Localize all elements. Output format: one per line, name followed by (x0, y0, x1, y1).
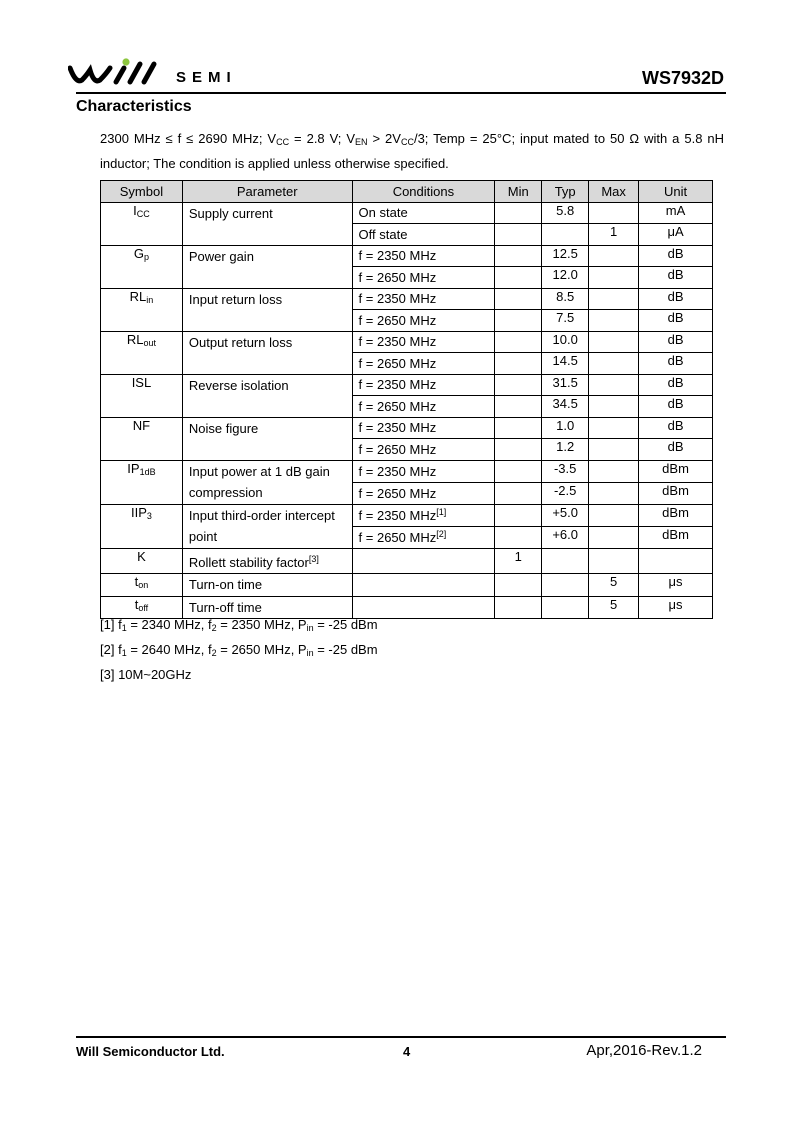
footer-company: Will Semiconductor Ltd. (76, 1044, 225, 1059)
parameter-cell: Power gain (182, 245, 352, 288)
max-cell (589, 374, 639, 396)
min-cell (495, 202, 542, 224)
column-header-min: Min (495, 181, 542, 203)
parameter-cell: Input power at 1 dB gain compression (182, 460, 352, 504)
conditions-cell: f = 2650 MHz (352, 396, 495, 418)
max-cell (589, 202, 639, 224)
unit-cell: mA (639, 202, 713, 224)
min-cell (495, 310, 542, 332)
unit-cell: dBm (639, 460, 713, 482)
min-cell (495, 574, 542, 597)
max-cell (589, 460, 639, 482)
test-conditions: 2300 MHz ≤ f ≤ 2690 MHz; $V_{CC} = 2.8$ V; $V_{EN} > 2V_{CC}/3$; Temp = 25°C; input mated to 50 Ω with a 5.8 nH inductor; The condition is applied unless otherwise specified. (100, 131, 724, 171)
typ-cell: 1.0 (542, 417, 589, 439)
column-header-max: Max (589, 181, 639, 203)
typ-cell: 12.0 (542, 267, 589, 289)
typ-cell (542, 548, 589, 574)
table-row (101, 504, 713, 526)
symbol-cell: $RL_{in}$ (101, 288, 183, 331)
max-cell: 1 (589, 224, 639, 246)
symbol-cell: $I_{CC}$ (101, 202, 183, 245)
table-row (101, 460, 713, 482)
typ-cell: 7.5 (542, 310, 589, 332)
conditions-cell: f = 2350 MHz (352, 288, 495, 310)
unit-cell: dB (639, 310, 713, 332)
table-body (101, 202, 713, 619)
unit-cell: μs (639, 596, 713, 619)
symbol-cell: $t_{on}$ (101, 574, 183, 597)
max-cell (589, 482, 639, 504)
unit-cell: dB (639, 439, 713, 461)
typ-cell: 8.5 (542, 288, 589, 310)
parameter-cell: Input third-order intercept point (182, 504, 352, 548)
min-cell (495, 596, 542, 619)
unit-cell: dB (639, 374, 713, 396)
typ-cell: -3.5 (542, 460, 589, 482)
max-cell (589, 245, 639, 267)
table-header-row (101, 181, 713, 203)
min-cell (495, 417, 542, 439)
table-row (101, 548, 713, 574)
parameter-cell: Turn-on time (182, 574, 352, 597)
footnotes (100, 614, 378, 685)
parameter-cell: Rollett stability factor[3] (182, 548, 352, 574)
max-cell (589, 353, 639, 375)
unit-cell: dB (639, 267, 713, 289)
table-row (101, 417, 713, 439)
conditions-cell (352, 574, 495, 597)
unit-cell: dB (639, 245, 713, 267)
revision-date: Apr,2016-Rev.1.2 (586, 1042, 702, 1059)
symbol-cell: $t_{off}$ (101, 596, 183, 619)
typ-cell (542, 574, 589, 597)
min-cell: 1 (495, 548, 542, 574)
min-cell (495, 374, 542, 396)
typ-cell: -2.5 (542, 482, 589, 504)
parameter-cell: Supply current (182, 202, 352, 245)
min-cell (495, 288, 542, 310)
max-cell: 5 (589, 574, 639, 597)
conditions-cell: f = 2650 MHz (352, 482, 495, 504)
min-cell (495, 482, 542, 504)
table-row (101, 574, 713, 597)
column-header-unit: Unit (639, 181, 713, 203)
unit-cell: dBm (639, 526, 713, 548)
conditions-cell: f = 2350 MHz (352, 460, 495, 482)
company-logo (68, 58, 268, 90)
symbol-cell: $RL_{out}$ (101, 331, 183, 374)
max-cell (589, 439, 639, 461)
unit-cell: dBm (639, 482, 713, 504)
unit-cell: μs (639, 574, 713, 597)
typ-cell: 1.2 (542, 439, 589, 461)
parameter-cell: Reverse isolation (182, 374, 352, 417)
column-header-conditions: Conditions (352, 181, 495, 203)
footnote-1: [1] $f_1 = 2340$ MHz, $f_2 = 2350$ MHz, $P_{in} = -25$ dBm (100, 617, 378, 633)
unit-cell: dB (639, 331, 713, 353)
min-cell (495, 460, 542, 482)
unit-cell: dB (639, 417, 713, 439)
table-row (101, 245, 713, 267)
min-cell (495, 526, 542, 548)
characteristics-table (100, 180, 713, 619)
max-cell (589, 417, 639, 439)
typ-cell: 12.5 (542, 245, 589, 267)
conditions-cell: f = 2650 MHz (352, 353, 495, 375)
logo-semi-text: SEMI (176, 69, 237, 86)
will-logo-mark-icon (68, 58, 174, 90)
unit-cell (639, 548, 713, 574)
part-number: WS7932D (641, 68, 724, 88)
conditions-cell: f = 2350 MHz (352, 417, 495, 439)
header-divider (76, 92, 726, 94)
typ-cell: 31.5 (542, 374, 589, 396)
conditions-cell (352, 548, 495, 574)
conditions-cell: Off state (352, 224, 495, 246)
footer-divider (76, 1036, 726, 1038)
unit-cell: dB (639, 353, 713, 375)
conditions-cell: f = 2650 MHz (352, 310, 495, 332)
symbol-cell: ISL (101, 374, 183, 417)
min-cell (495, 331, 542, 353)
max-cell (589, 267, 639, 289)
min-cell (495, 396, 542, 418)
section-title: Characteristics (76, 98, 192, 115)
page-number: 4 (403, 1044, 411, 1059)
unit-cell: dB (639, 396, 713, 418)
max-cell (589, 288, 639, 310)
column-header-symbol: Symbol (101, 181, 183, 203)
conditions-cell: f = 2650 MHz (352, 267, 495, 289)
table-row (101, 288, 713, 310)
max-cell (589, 331, 639, 353)
unit-cell: μA (639, 224, 713, 246)
conditions-cell: f = 2650 MHz (352, 439, 495, 461)
min-cell (495, 353, 542, 375)
conditions-cell: f = 2350 MHz (352, 374, 495, 396)
typ-cell (542, 224, 589, 246)
max-cell (589, 526, 639, 548)
table-row (101, 202, 713, 224)
symbol-cell: $IP_{1dB}$ (101, 460, 183, 504)
symbol-cell: K (101, 548, 183, 574)
symbol-cell: $IIP_3$ (101, 504, 183, 548)
typ-cell: 34.5 (542, 396, 589, 418)
parameter-cell: Output return loss (182, 331, 352, 374)
symbol-cell: $G_p$ (101, 245, 183, 288)
typ-cell: 5.8 (542, 202, 589, 224)
footnote-2: [2] $f_1 = 2640$ MHz, $f_2 = 2650$ MHz, $P_{in} = -25$ dBm (100, 642, 378, 658)
typ-cell: 14.5 (542, 353, 589, 375)
parameter-cell: Input return loss (182, 288, 352, 331)
conditions-cell: f = 2350 MHz[1] (352, 504, 495, 526)
typ-cell: +5.0 (542, 504, 589, 526)
min-cell (495, 245, 542, 267)
column-header-parameter: Parameter (182, 181, 352, 203)
min-cell (495, 439, 542, 461)
conditions-cell: f = 2650 MHz[2] (352, 526, 495, 548)
max-cell (589, 548, 639, 574)
column-header-typ: Typ (542, 181, 589, 203)
unit-cell: dB (639, 288, 713, 310)
table-row (101, 331, 713, 353)
min-cell (495, 224, 542, 246)
conditions-cell: f = 2350 MHz (352, 331, 495, 353)
typ-cell: 10.0 (542, 331, 589, 353)
typ-cell: +6.0 (542, 526, 589, 548)
footnote-3: [3] 10M~20GHz (100, 667, 192, 682)
parameter-cell: Noise figure (182, 417, 352, 460)
unit-cell: dBm (639, 504, 713, 526)
parameter-cell: Turn-off time (182, 596, 352, 619)
conditions-cell: On state (352, 202, 495, 224)
min-cell (495, 504, 542, 526)
min-cell (495, 267, 542, 289)
conditions-cell: f = 2350 MHz (352, 245, 495, 267)
symbol-cell: NF (101, 417, 183, 460)
max-cell (589, 396, 639, 418)
max-cell: 5 (589, 596, 639, 619)
max-cell (589, 310, 639, 332)
typ-cell (542, 596, 589, 619)
max-cell (589, 504, 639, 526)
table-row (101, 374, 713, 396)
